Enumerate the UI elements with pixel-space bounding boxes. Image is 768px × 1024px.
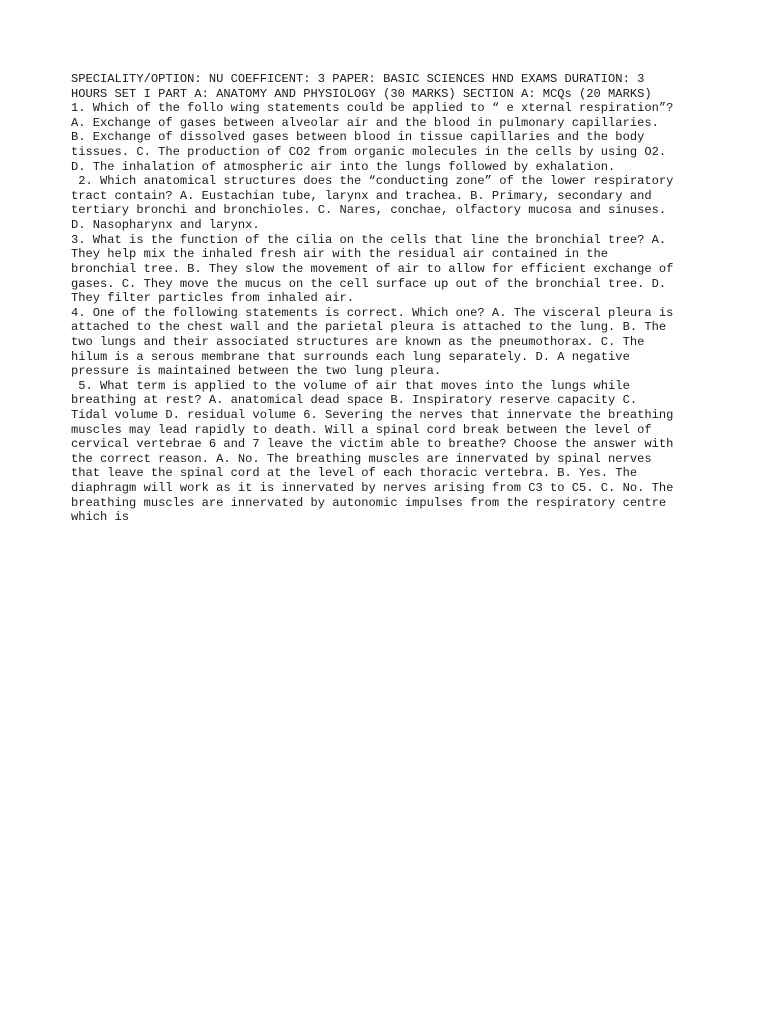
- text-line: hilum is a serous membrane that surrounds each lung separately. D. A negative: [71, 349, 630, 364]
- text-line: HOURS SET I PART A: ANATOMY AND PHYSIOLOGY (30 MARKS) SECTION A: MCQs (20 MARKS): [71, 86, 652, 101]
- text-line: 1. Which of the follo wing statements could be applied to “ e xternal respiration”?: [71, 101, 674, 116]
- text-line: that leave the spinal cord at the level of each thoracic vertebra. B. Yes. The: [71, 466, 638, 481]
- text-line: tissues. C. The production of CO2 from organic molecules in the cells by using O2.: [71, 145, 667, 160]
- text-line: diaphragm will work as it is innervated by nerves arising from C3 to C5. C. No. The: [71, 481, 674, 496]
- text-line: 4. One of the following statements is correct. Which one? A. The visceral pleura is: [71, 305, 674, 320]
- text-line: 5. What term is applied to the volume of air that moves into the lungs while: [71, 378, 630, 393]
- text-line: They filter particles from inhaled air.: [71, 291, 355, 306]
- text-line: A. Exchange of gases between alveolar air and the blood in pulmonary capillaries.: [71, 115, 659, 130]
- text-line: B. Exchange of dissolved gases between blood in tissue capillaries and the body: [71, 130, 645, 145]
- text-line: breathing at rest? A. anatomical dead space B. Inspiratory reserve capacity C.: [71, 393, 638, 408]
- text-line: which is: [71, 510, 130, 525]
- text-line: breathing muscles are innervated by autonomic impulses from the respiratory centre: [71, 495, 667, 510]
- text-line: gases. C. They move the mucus on the cell surface up out of the bronchial tree. D.: [71, 276, 667, 291]
- exam-text: [71, 72, 711, 525]
- text-line: They help mix the inhaled fresh air with the residual air contained in the: [71, 247, 609, 262]
- text-line: tract contain? A. Eustachian tube, larynx and trachea. B. Primary, secondary and: [71, 188, 652, 203]
- text-line: 2. Which anatomical structures does the “conducting zone” of the lower respiratory: [71, 174, 674, 189]
- text-line: 3. What is the function of the cilia on the cells that line the bronchial tree? A.: [71, 232, 667, 247]
- text-line: D. Nasopharynx and larynx.: [71, 218, 260, 233]
- text-line: D. The inhalation of atmospheric air into the lungs followed by exhalation.: [71, 159, 616, 174]
- text-line: Tidal volume D. residual volume 6. Severing the nerves that innervate the breathing: [71, 408, 674, 423]
- text-line: bronchial tree. B. They slow the movement of air to allow for efficient exchange of: [71, 261, 674, 276]
- text-line: SPECIALITY/OPTION: NU COEFFICENT: 3 PAPER: BASIC SCIENCES HND EXAMS DURATION: 3: [71, 72, 645, 86]
- text-line: pressure is maintained between the two lung pleura.: [71, 364, 442, 379]
- text-line: cervical vertebrae 6 and 7 leave the victim able to breathe? Choose the answer with: [71, 437, 674, 452]
- text-line: the correct reason. A. No. The breathing muscles are innervated by spinal nerves: [71, 451, 652, 466]
- text-line: muscles may lead rapidly to death. Will a spinal cord break between the level of: [71, 422, 652, 437]
- text-line: attached to the chest wall and the parietal pleura is attached to the lung. B. The: [71, 320, 667, 335]
- text-line: tertiary bronchi and bronchioles. C. Nares, conchae, olfactory mucosa and sinuses.: [71, 203, 667, 218]
- text-line: two lungs and their associated structures are known as the pneumothorax. C. The: [71, 334, 645, 349]
